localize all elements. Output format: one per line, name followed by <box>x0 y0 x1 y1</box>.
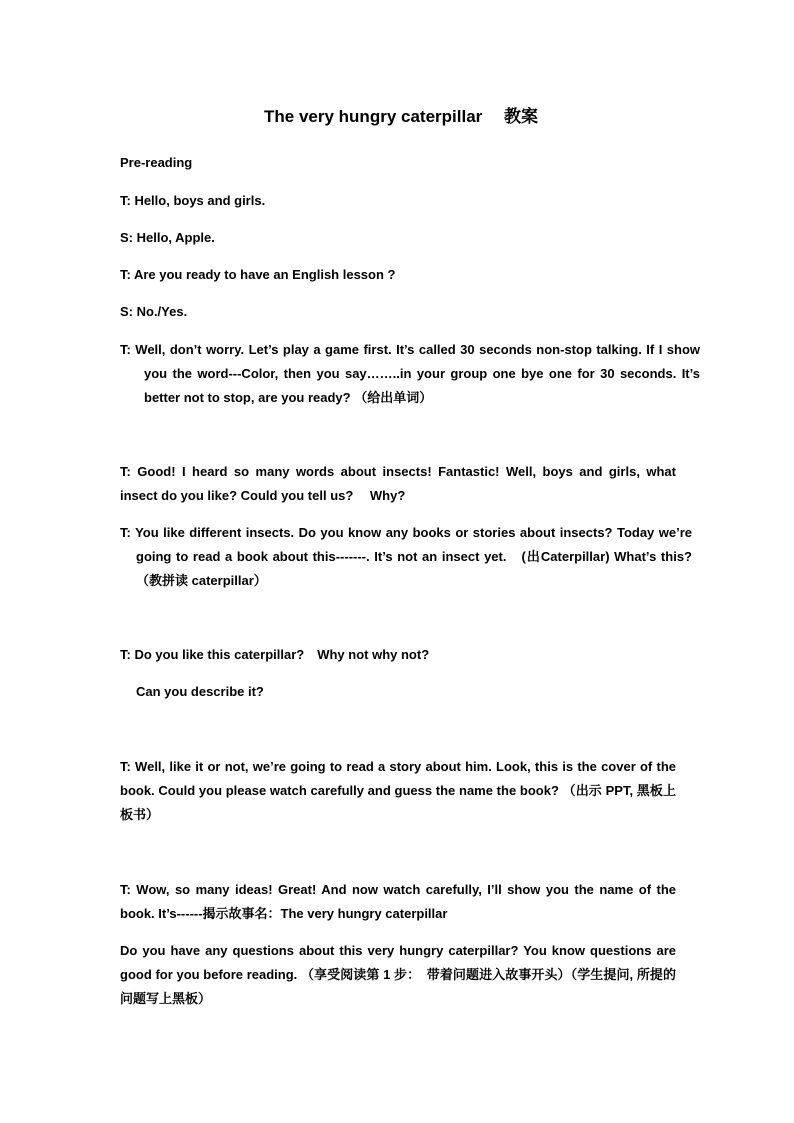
dialogue-line-student-greeting: S: Hello, Apple. <box>120 230 215 245</box>
paragraph-reveal-title: T: Wow, so many ideas! Great! And now watch carefully, I’ll show you the name of the book. It’s------揭示故事名：The very hungry caterpillar <box>120 882 676 921</box>
paragraph-questions-before-reading: Do you have any questions about this very hungry caterpillar? You know questions are good for you before reading. （享受阅读第 1 步： 带着问题进入故事开头）（学生提问, 所提的问题写上黑板） <box>120 943 676 1006</box>
paragraph-insects-question: T: Good! I heard so many words about insects! Fantastic! Well, boys and girls, what insect do you like? Could you tell us? Why? <box>120 464 676 503</box>
paragraph-like-caterpillar: T: Do you like this caterpillar? Why not why not? <box>120 647 430 662</box>
section-heading-pre-reading: Pre-reading <box>120 155 193 170</box>
dialogue-line-teacher-greeting: T: Hello, boys and girls. <box>120 193 266 208</box>
paragraph-game-instructions: T: Well, don’t worry. Let’s play a game first. It’s called 30 seconds non-stop talking. If I show you the word---Color, then you say……..in your group one bye one for 30 seconds. It’s better not to stop, are you ready? （给出单词） <box>120 342 700 405</box>
document-title: The very hungry caterpillar 教案 <box>264 107 538 126</box>
dialogue-line-teacher-ready: T: Are you ready to have an English lesson ? <box>120 267 396 282</box>
paragraph-book-cover: T: Well, like it or not, we’re going to read a story about him. Look, this is the cover of the book. Could you please watch carefully and guess the name the book? （出示 PPT, 黑板上板书） <box>120 759 676 822</box>
paragraph-describe-it: Can you describe it? <box>136 684 264 699</box>
paragraph-introduce-caterpillar: T: You like different insects. Do you know any books or stories about insects? Today we’re going to read a book about this-------. It’s not an insect yet. (出Caterpillar) What’s this? （教拼读 caterpillar） <box>120 525 692 588</box>
dialogue-line-student-answer: S: No./Yes. <box>120 304 188 319</box>
